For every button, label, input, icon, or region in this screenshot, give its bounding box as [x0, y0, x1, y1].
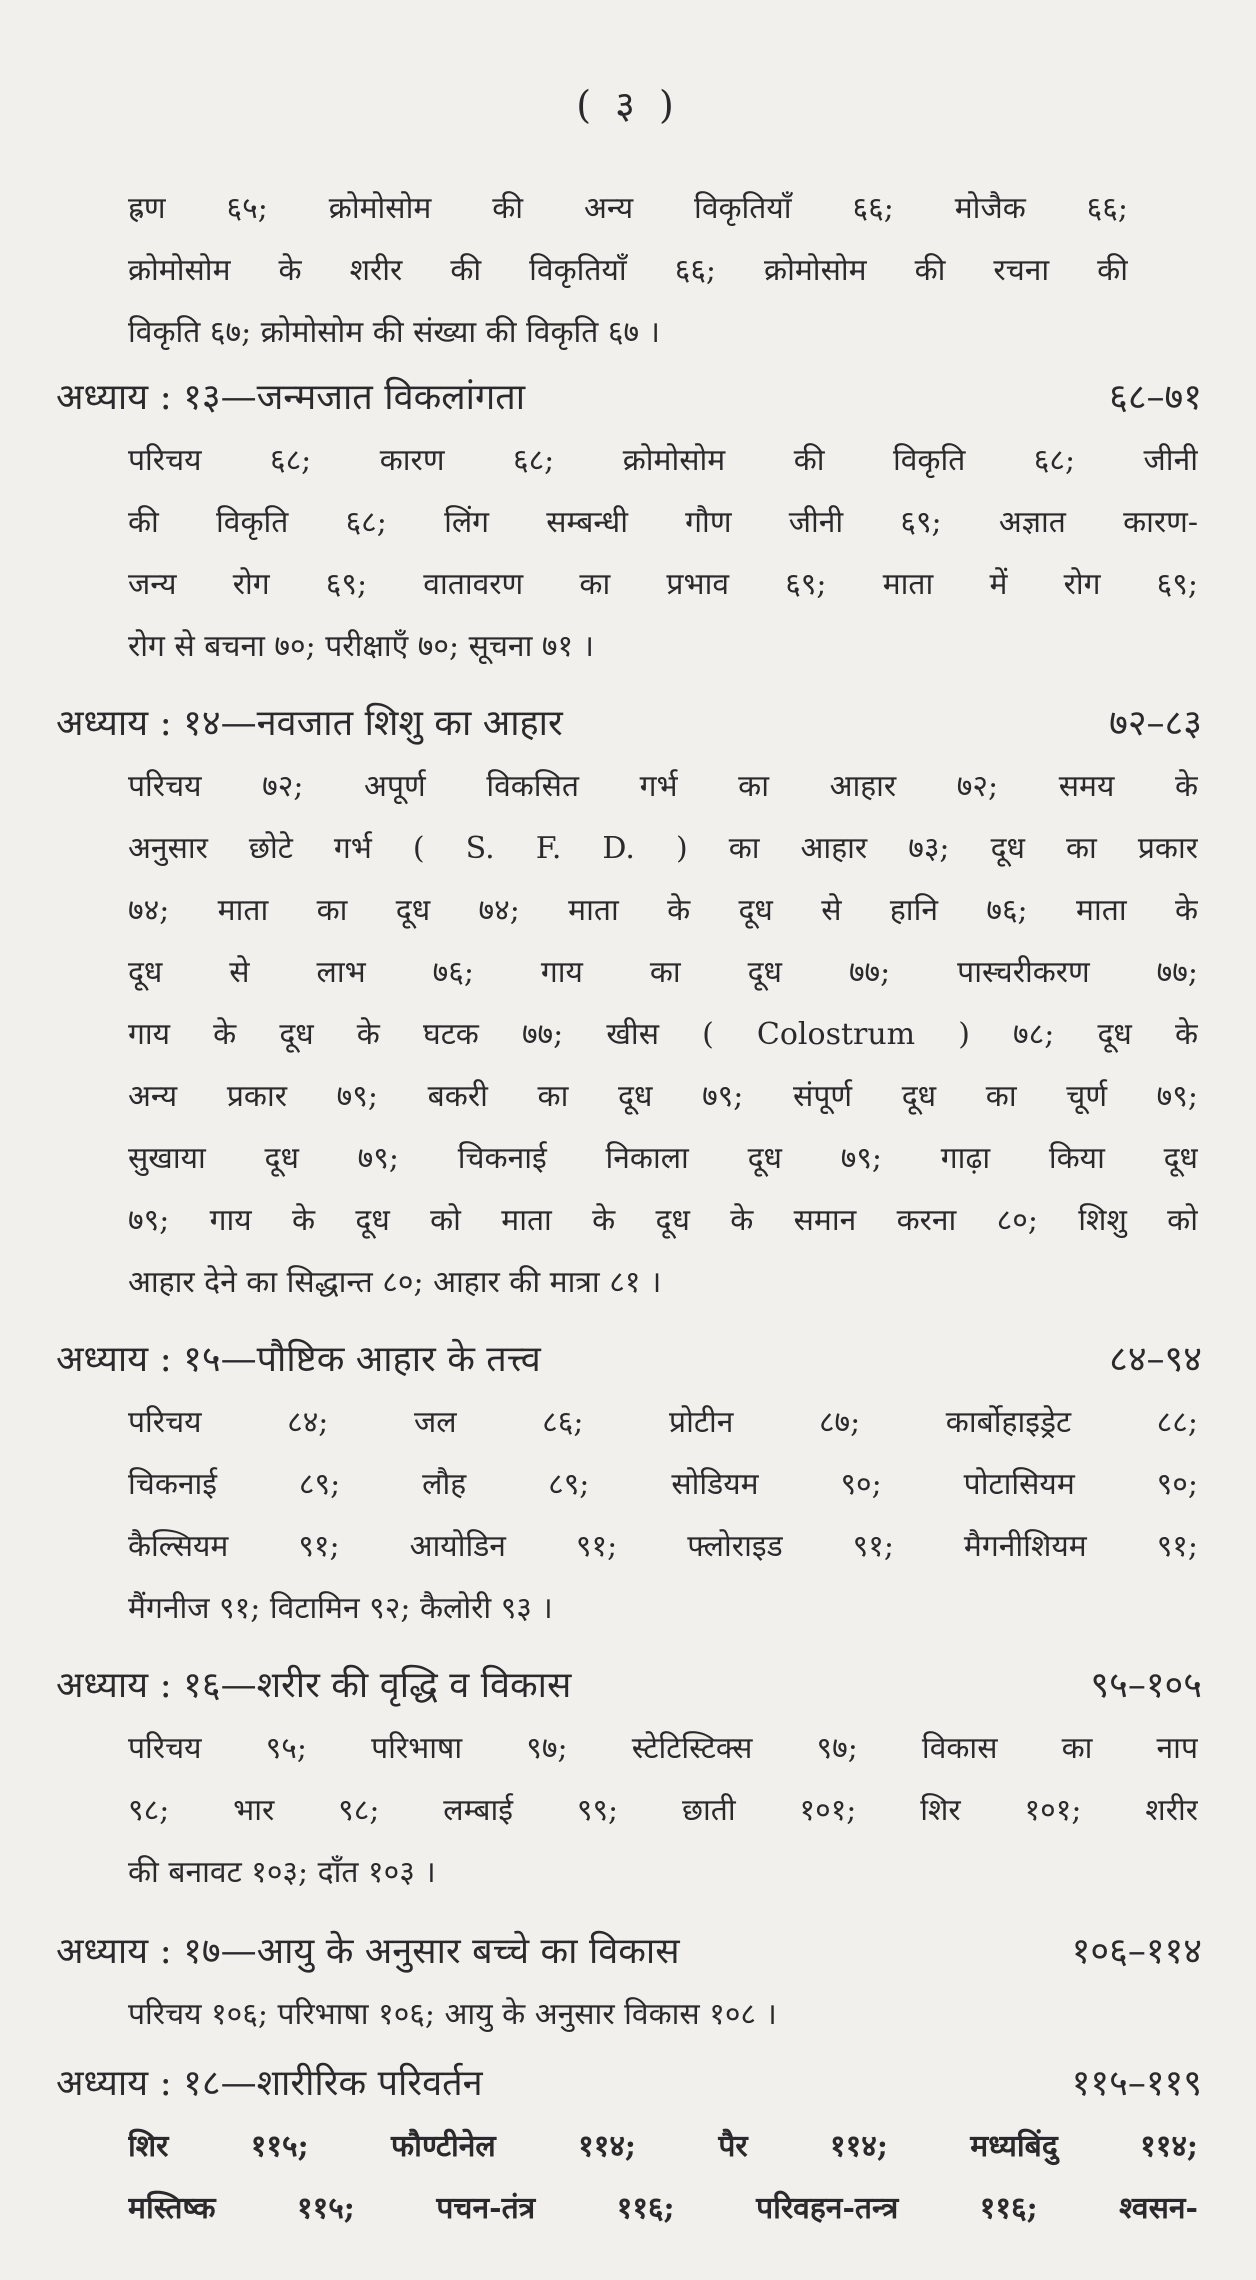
chapter-title: अध्याय : १३—जन्मजात विकलांगता — [56, 377, 526, 418]
text-line: ९८; भार ९८; लम्बाई ९९; छाती १०१; शिर १०१; शरीर — [128, 1793, 1198, 1828]
text-line: अनुसार छोटे गर्भ ( S. F. D. ) का आहार ७३; दूध का प्रकार — [128, 831, 1198, 866]
text-line: रोग से बचना ७०; परीक्षाएँ ७०; सूचना ७१ । — [128, 629, 594, 664]
text-line: दूध से लाभ ७६; गाय का दूध ७७; पास्चरीकरण ७७; — [128, 955, 1198, 990]
chapter-heading-row — [56, 366, 1206, 430]
chapter-14 — [56, 692, 1206, 1314]
chapter-page-range: ६८–७१ — [1109, 377, 1202, 418]
chapter-page-range: ९५–१०५ — [1090, 1665, 1202, 1706]
page-number: ( ३ ) — [576, 83, 680, 127]
text-line: विकृति ६७; क्रोमोसोम की संख्या की विकृति ६७ । — [128, 315, 661, 350]
chapter-topics — [56, 2116, 1198, 2240]
text-line: जन्य रोग ६९; वातावरण का प्रभाव ६९; माता में रोग ६९; — [128, 567, 1198, 602]
text-line: परिचय १०६; परिभाषा १०६; आयु के अनुसार विकास १०८ । — [128, 1997, 777, 2032]
text-line: परिचय ६८; कारण ६८; क्रोमोसोम की विकृति ६८; जीनी — [128, 443, 1198, 478]
chapter-title: अध्याय : १६—शरीर की वृद्धि व विकास — [56, 1665, 572, 1706]
chapter-topics — [56, 430, 1198, 678]
text-line: ह्रण ६५; क्रोमोसोम की अन्य विकृतियाँ ६६; मोजैक ६६; — [128, 191, 1128, 226]
chapter-topics — [56, 1984, 1198, 2046]
text-line: मैंगनीज ९१; विटामिन ९२; कैलोरी ९३ । — [128, 1591, 553, 1626]
chapter-heading-row — [56, 2052, 1206, 2116]
chapter-16 — [56, 1654, 1206, 1904]
text-line: गाय के दूध के घटक ७७; खीस ( Colostrum ) ७८; दूध के — [128, 1017, 1198, 1052]
text-line: शिर ११५; फौण्टीनेल ११४; पैर ११४; मध्यबिंदु ११४; — [128, 2129, 1198, 2164]
chapter-title: अध्याय : १८—शारीरिक परिवर्तन — [56, 2063, 483, 2104]
text-line: क्रोमोसोम के शरीर की विकृतियाँ ६६; क्रोमोसोम की रचना की — [128, 253, 1128, 288]
text-line: ७४; माता का दूध ७४; माता के दूध से हानि ७६; माता के — [128, 893, 1198, 928]
chapter-topics — [56, 756, 1198, 1314]
text-line: ७९; गाय के दूध को माता के दूध के समान करना ८०; शिशु को — [128, 1203, 1198, 1238]
text-line: परिचय ९५; परिभाषा ९७; स्टेटिस्टिक्स ९७; विकास का नाप — [128, 1731, 1198, 1766]
chapter-page-range: १०६–११४ — [1071, 1931, 1202, 1972]
chapter-title: अध्याय : १५—पौष्टिक आहार के तत्त्व — [56, 1339, 541, 1380]
chapter-heading-row — [56, 1654, 1206, 1718]
intro-paragraph — [128, 178, 1128, 364]
chapter-page-range: ८४–९४ — [1109, 1339, 1202, 1380]
text-line: आहार देने का सिद्धान्त ८०; आहार की मात्रा ८१ । — [128, 1265, 662, 1300]
chapter-17 — [56, 1920, 1206, 2046]
text-line: चिकनाई ८९; लौह ८९; सोडियम ९०; पोटासियम ९०; — [128, 1467, 1198, 1502]
chapter-title: अध्याय : १४—नवजात शिशु का आहार — [56, 703, 563, 744]
chapter-page-range: ११५–११९ — [1071, 2063, 1202, 2104]
text-line: की विकृति ६८; लिंग सम्बन्धी गौण जीनी ६९; अज्ञात कारण- — [128, 505, 1198, 540]
chapter-heading-row — [56, 1328, 1206, 1392]
chapter-18 — [56, 2052, 1206, 2240]
chapter-topics — [56, 1392, 1198, 1640]
text-line: मस्तिष्क ११५; पचन-तंत्र ११६; परिवहन-तन्त्र ११६; श्वसन- — [128, 2191, 1198, 2226]
text-line: की बनावट १०३; दाँत १०३ । — [128, 1855, 436, 1890]
chapter-heading-row — [56, 1920, 1206, 1984]
text-line: अन्य प्रकार ७९; बकरी का दूध ७९; संपूर्ण दूध का चूर्ण ७९; — [128, 1079, 1198, 1114]
text-line: कैल्सियम ९१; आयोडिन ९१; फ्लोराइड ९१; मैगनीशियम ९१; — [128, 1529, 1198, 1564]
chapter-15 — [56, 1328, 1206, 1640]
chapter-page-range: ७२–८३ — [1109, 703, 1202, 744]
text-line: परिचय ८४; जल ८६; प्रोटीन ८७; कार्बोहाइड्रेट ८८; — [128, 1405, 1198, 1440]
chapter-13 — [56, 366, 1206, 678]
chapter-title: अध्याय : १७—आयु के अनुसार बच्चे का विकास — [56, 1931, 680, 1972]
chapter-heading-row — [56, 692, 1206, 756]
text-line: सुखाया दूध ७९; चिकनाई निकाला दूध ७९; गाढ़ा किया दूध — [128, 1141, 1198, 1176]
text-line: परिचय ७२; अपूर्ण विकसित गर्भ का आहार ७२; समय के — [128, 769, 1198, 804]
chapter-topics — [56, 1718, 1198, 1904]
